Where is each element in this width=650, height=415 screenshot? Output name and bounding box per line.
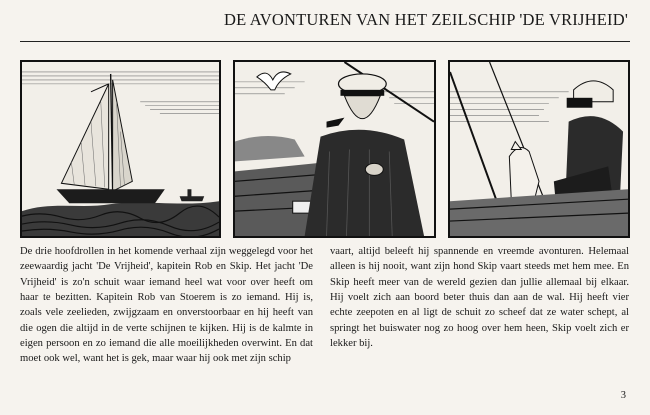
sailing-yacht-panel — [20, 60, 221, 238]
lookout-with-dog-panel — [448, 60, 630, 238]
text-column-left: De drie hoofdrollen in het komende verhaal zijn weggelegd voor het zeewaardig jacht 'De Vrijheid', kapitein Rob en Skip. Het jacht 'De Vrijheid' is zo'n schuit waar iemand heel wat voor over heeft om haar te bezitten. Kapitein Rob van Stoerem is zo iemand. Hij is, zoals vele zeelieden, zwijgzaam en onverstoorbaar en hij heeft van die ogen die altijd in de verte schijnen te kijken. Hij is de kalmte in eigen persoon en zo iemand die alle moeilijkheden overwint. En dat moet ook wel, want het is gek, maar waar hij ook met zijn schip — [20, 246, 313, 365]
captain-pipe-panel — [233, 60, 436, 238]
header-rule — [20, 41, 630, 42]
page-title: DE AVONTUREN VAN HET ZEILSCHIP 'DE VRIJHEID' — [223, 10, 628, 29]
page-number: 3 — [620, 390, 626, 401]
text-column-right: vaart, altijd beleeft hij spannende en vreemde avonturen. Helemaal alleen is hij nooit, want zijn hond Skip vaart steeds met hem mee. En Skip heeft meer van de wereld gezien dan jullie allemaal bij elkaar. Hij voelt zich aan boord beter thuis dan aan de wal. Hij heeft vier echte zeepoten en al ligt de schuit zo scheef dat ze water schept, al springt het buiswater nog zo hoog over hem heen, Skip voelt zich er lekker bij. — [330, 246, 629, 350]
